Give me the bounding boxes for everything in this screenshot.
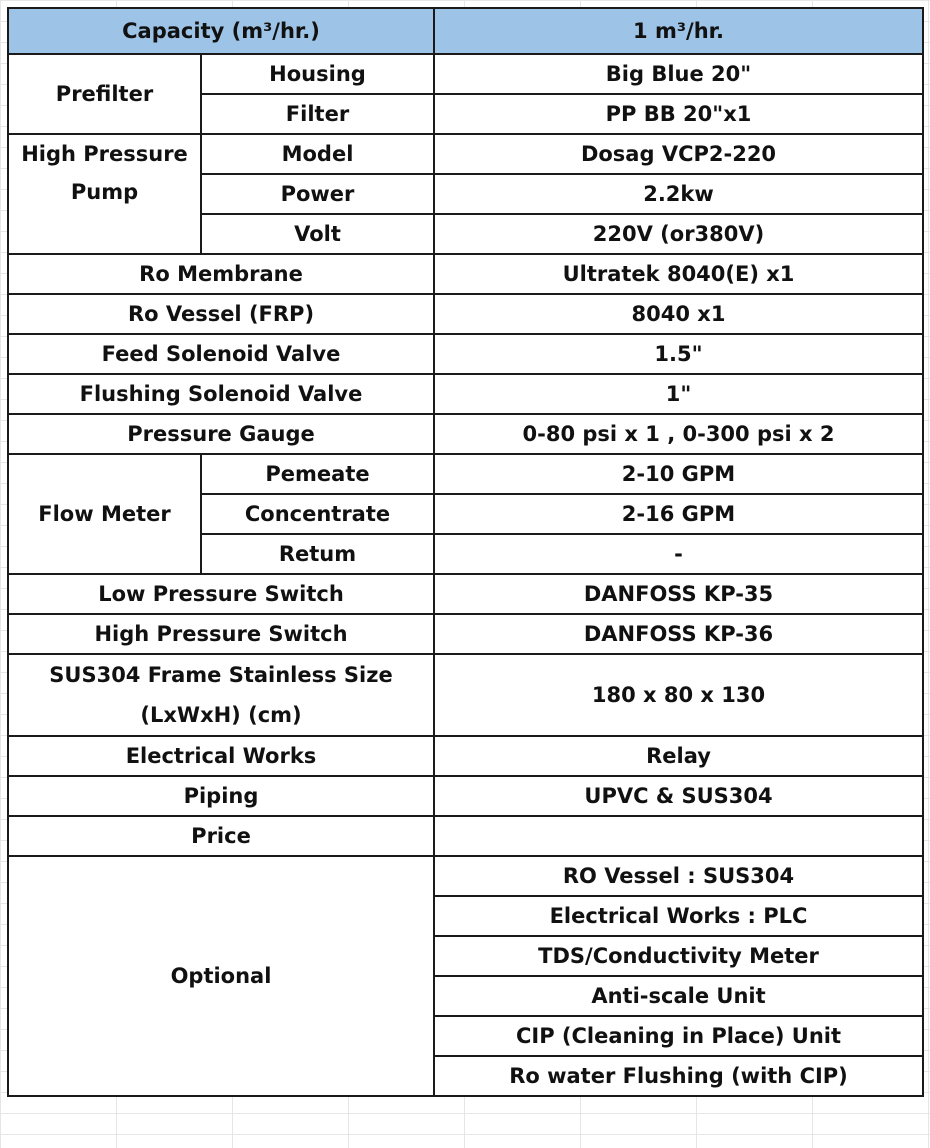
optional-label: Optional	[8, 856, 434, 1096]
optional-item: Anti-scale Unit	[434, 976, 923, 1016]
table-row	[8, 414, 923, 454]
low-pressure-switch-label: Low Pressure Switch	[8, 574, 434, 614]
concentrate-label: Concentrate	[201, 494, 434, 534]
ro-vessel-label: Ro Vessel (FRP)	[8, 294, 434, 334]
filter-value: PP BB 20"x1	[434, 94, 923, 134]
table-row	[8, 574, 923, 614]
piping-label: Piping	[8, 776, 434, 816]
flow-meter-label: Flow Meter	[8, 454, 201, 574]
optional-item: CIP (Cleaning in Place) Unit	[434, 1016, 923, 1056]
price-value	[434, 816, 923, 856]
power-value: 2.2kw	[434, 174, 923, 214]
prefilter-label: Prefilter	[8, 54, 201, 134]
volt-label: Volt	[201, 214, 434, 254]
frame-label	[8, 654, 434, 736]
pressure-gauge-label: Pressure Gauge	[8, 414, 434, 454]
table-row	[8, 614, 923, 654]
table-row	[8, 54, 923, 94]
flushing-valve-value: 1"	[434, 374, 923, 414]
permeate-label: Pemeate	[201, 454, 434, 494]
permeate-value: 2-10 GPM	[434, 454, 923, 494]
electrical-value: Relay	[434, 736, 923, 776]
table-row	[8, 454, 923, 494]
header-row	[8, 8, 923, 54]
table-row	[8, 776, 923, 816]
housing-value: Big Blue 20"	[434, 54, 923, 94]
volt-value: 220V (or380V)	[434, 214, 923, 254]
table-row	[8, 374, 923, 414]
capacity-label: Capacity (m³/hr.)	[8, 8, 434, 54]
frame-value: 180 x 80 x 130	[434, 654, 923, 736]
ro-vessel-value: 8040 x1	[434, 294, 923, 334]
concentrate-value: 2-16 GPM	[434, 494, 923, 534]
high-pressure-switch-label: High Pressure Switch	[8, 614, 434, 654]
price-label: Price	[8, 816, 434, 856]
table-row	[8, 856, 923, 896]
table-row	[8, 254, 923, 294]
ro-membrane-label: Ro Membrane	[8, 254, 434, 294]
model-value: Dosag VCP2-220	[434, 134, 923, 174]
pressure-gauge-value: 0-80 psi x 1 , 0-300 psi x 2	[434, 414, 923, 454]
flushing-valve-label: Flushing Solenoid Valve	[8, 374, 434, 414]
capacity-value: 1 m³/hr.	[434, 8, 923, 54]
table-row	[8, 654, 923, 736]
high-pressure-switch-value: DANFOSS KP-36	[434, 614, 923, 654]
filter-label: Filter	[201, 94, 434, 134]
table-row	[8, 736, 923, 776]
table-row	[8, 294, 923, 334]
piping-value: UPVC & SUS304	[434, 776, 923, 816]
optional-item: RO Vessel : SUS304	[434, 856, 923, 896]
return-value: -	[434, 534, 923, 574]
ro-membrane-value: Ultratek 8040(E) x1	[434, 254, 923, 294]
feed-valve-value: 1.5"	[434, 334, 923, 374]
power-label: Power	[201, 174, 434, 214]
model-label: Model	[201, 134, 434, 174]
table-row	[8, 816, 923, 856]
housing-label: Housing	[201, 54, 434, 94]
electrical-label: Electrical Works	[8, 736, 434, 776]
frame-label-line2: (LxWxH) (cm)	[140, 703, 302, 727]
optional-item: TDS/Conductivity Meter	[434, 936, 923, 976]
frame-label-line1: SUS304 Frame Stainless Size	[49, 663, 393, 687]
feed-valve-label: Feed Solenoid Valve	[8, 334, 434, 374]
low-pressure-switch-value: DANFOSS KP-35	[434, 574, 923, 614]
return-label: Retum	[201, 534, 434, 574]
table-row	[8, 134, 923, 174]
optional-item: Ro water Flushing (with CIP)	[434, 1056, 923, 1096]
spec-table	[7, 7, 924, 1097]
optional-item: Electrical Works : PLC	[434, 896, 923, 936]
pump-label: High Pressure Pump	[8, 134, 201, 254]
table-row	[8, 334, 923, 374]
